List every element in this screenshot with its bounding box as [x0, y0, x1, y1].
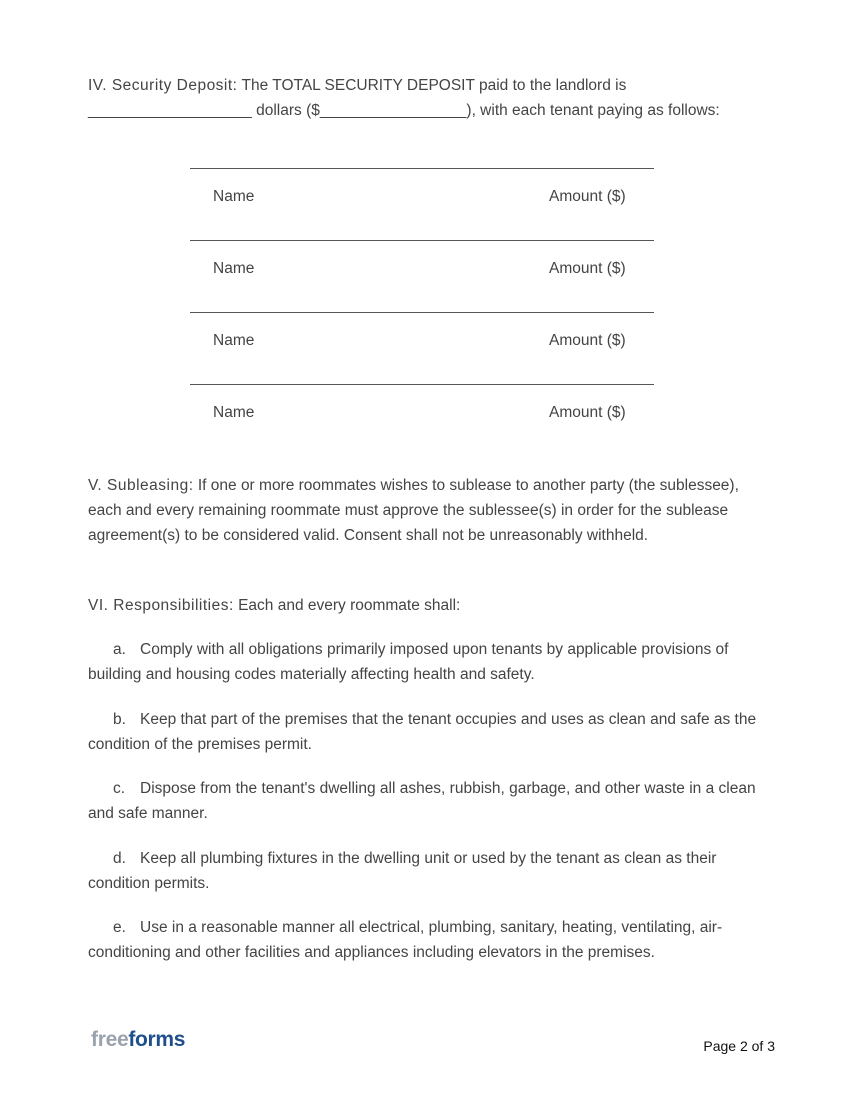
- name-label: Name: [213, 188, 255, 205]
- name-label: Name: [213, 404, 255, 421]
- item-text: Keep all plumbing fixtures in the dwelling unit or used by the tenant as clean as their condition permits.: [88, 850, 717, 892]
- item-text: Dispose from the tenant's dwelling all ashes, rubbish, garbage, and other waste in a clean and safe manner.: [88, 780, 756, 822]
- item-letter: c.: [113, 780, 126, 797]
- deposit-words-blank[interactable]: ___________________: [88, 102, 252, 119]
- section-vi-paragraph: [88, 593, 758, 618]
- responsibility-item: [88, 637, 758, 687]
- name-label: Name: [213, 260, 255, 277]
- item-text: Comply with all obligations primarily imposed upon tenants by applicable provisions of building and housing codes materially affecting health and safety.: [88, 641, 729, 683]
- signature-line[interactable]: [190, 312, 654, 313]
- responsibility-item: [88, 846, 758, 896]
- item-letter: a.: [113, 641, 126, 658]
- item-text: Use in a reasonable manner all electrical, plumbing, sanitary, heating, ventilating, air-conditioning and other facilities and appliances including elevators in the premises.: [88, 919, 723, 961]
- logo-forms-text: forms: [128, 1028, 186, 1051]
- logo-free-text: free: [91, 1028, 129, 1051]
- item-letter: e.: [113, 919, 126, 936]
- amount-label: Amount ($): [549, 260, 626, 277]
- amount-label: Amount ($): [549, 332, 626, 349]
- section-iv-text-2: dollars ($: [251, 102, 320, 119]
- section-iv-paragraph: [88, 73, 758, 123]
- responsibility-item: [88, 776, 758, 826]
- section-iv-text-1: The TOTAL SECURITY DEPOSIT paid to the landlord is: [237, 77, 627, 94]
- section-vi-body: Each and every roommate shall:: [233, 597, 461, 614]
- section-v-body: If one or more roommates wishes to sublease to another party (the sublessee), each and every remaining roommate must approve the sublessee(s) in order for the sublease agreement(s) to be considered valid. Consent shall not be unreasonably withheld.: [88, 477, 739, 544]
- section-vi-heading: VI. Responsibilities:: [88, 597, 234, 614]
- section-iv-heading: IV. Security Deposit:: [88, 77, 238, 94]
- signature-line[interactable]: [190, 240, 654, 241]
- item-text: Keep that part of the premises that the tenant occupies and uses as clean and safe as the condition of the premises permit.: [88, 711, 757, 753]
- freeforms-logo: [91, 1027, 185, 1053]
- responsibility-item: [88, 915, 758, 965]
- item-letter: b.: [113, 711, 126, 728]
- signature-line[interactable]: [190, 168, 654, 169]
- name-label: Name: [213, 332, 255, 349]
- deposit-amount-blank[interactable]: _________________: [319, 102, 467, 119]
- amount-label: Amount ($): [549, 404, 626, 421]
- section-v-heading: V. Subleasing:: [88, 477, 194, 494]
- responsibility-item: [88, 707, 758, 757]
- amount-label: Amount ($): [549, 188, 626, 205]
- signature-line[interactable]: [190, 384, 654, 385]
- page-number: Page 2 of 3: [703, 1038, 775, 1054]
- section-iv-text-3: ), with each tenant paying as follows:: [466, 102, 720, 119]
- item-letter: d.: [113, 850, 126, 867]
- section-v-paragraph: [88, 473, 758, 548]
